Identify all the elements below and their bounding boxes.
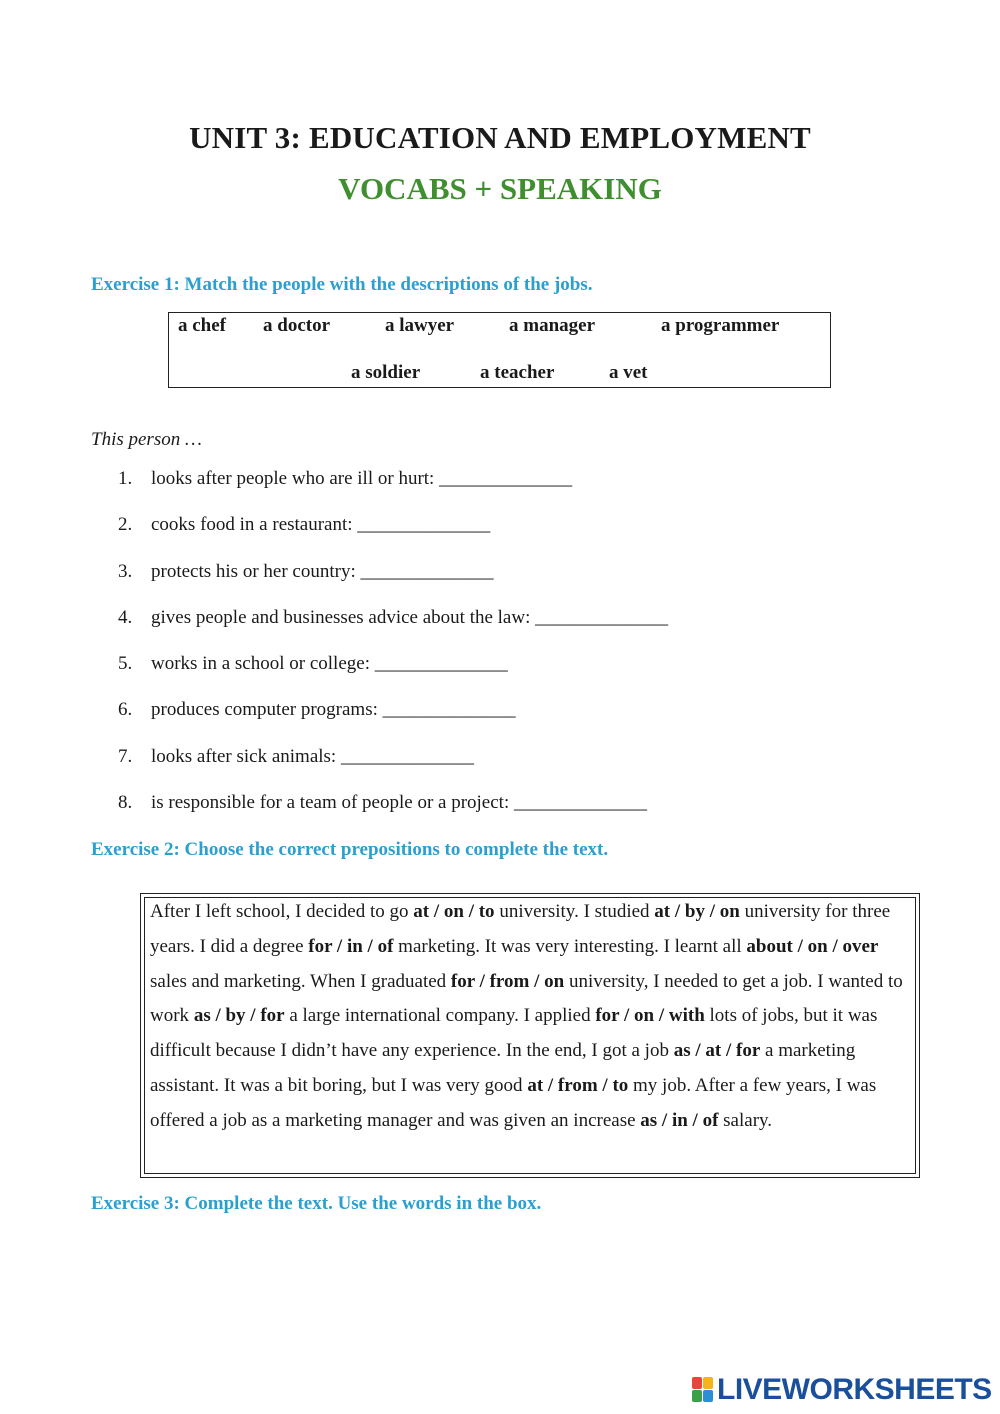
logo-text: LIVEWORKSHEETS (717, 1373, 992, 1406)
list-item (118, 790, 918, 836)
list-item (118, 605, 918, 651)
passage-segment: After I left school, I decided to go (150, 901, 414, 922)
preposition-choice[interactable]: as / in / of (640, 1109, 719, 1131)
liveworksheets-logo (692, 1372, 992, 1408)
item-text: works in a school or college: ______________ (151, 653, 508, 675)
passage-segment: university, I needed to get a job. I wanted to work (150, 970, 903, 1027)
item-number: 7. (118, 745, 133, 767)
preposition-choice[interactable]: for / on / with (595, 1005, 705, 1027)
passage-segment: salary. (718, 1109, 773, 1131)
passage-segment: university. I studied (494, 901, 655, 922)
exercise-1-intro: This person … (91, 429, 202, 450)
item-text: is responsible for a team of people or a project: ______________ (151, 792, 647, 814)
preposition-choice[interactable]: for / from / on (450, 970, 565, 992)
passage-segment: a large international company. I applied (284, 1005, 596, 1027)
word-manager: a manager (509, 315, 596, 336)
item-number: 3. (118, 560, 133, 582)
word-doctor: a doctor (263, 315, 331, 336)
item-text: looks after people who are ill or hurt: ______________ (151, 468, 573, 489)
word-soldier: a soldier (351, 362, 421, 383)
question-list (118, 466, 918, 836)
item-number: 1. (118, 468, 133, 489)
item-number: 8. (118, 792, 133, 814)
passage-segment: sales and marketing. When I graduated (150, 970, 451, 992)
word-lawyer: a lawyer (385, 315, 455, 336)
list-item (118, 559, 918, 605)
page-title: UNIT 3: EDUCATION AND EMPLOYMENT (189, 120, 811, 155)
preposition-choice[interactable]: about / on / over (746, 935, 879, 957)
item-number: 6. (118, 699, 133, 721)
passage-segment: university for three years. I did a degree (150, 901, 891, 957)
passage-segment: a marketing assistant. It was a bit boring, but I was very good (150, 1040, 856, 1096)
list-item (118, 697, 918, 743)
passage-segment: lots of jobs, but it was difficult because I didn’t have any experience. In the end, I got a job (150, 1005, 878, 1062)
preposition-choice[interactable]: at / by / on (654, 901, 740, 922)
item-text: protects his or her country: ______________ (151, 560, 494, 582)
preposition-choice[interactable]: at / on / to (413, 901, 495, 922)
preposition-choice[interactable]: at / from / to (527, 1074, 629, 1096)
item-number: 5. (118, 653, 133, 675)
list-item (118, 651, 918, 697)
passage-text (150, 895, 908, 1139)
exercise-2-heading: Exercise 2: Choose the correct prepositions to complete the text. (91, 839, 609, 860)
word-vet: a vet (609, 362, 648, 383)
item-text: gives people and businesses advice about the law: ______________ (151, 606, 669, 628)
preposition-choice[interactable]: for / in / of (308, 935, 394, 957)
preposition-choice[interactable]: as / at / for (673, 1040, 761, 1062)
word-chef: a chef (178, 315, 227, 336)
item-text: produces computer programs: ______________ (151, 699, 516, 721)
word-programmer: a programmer (661, 315, 780, 336)
passage-segment: my job. After a few years, I was offered a job as a marketing manager and was given an increase (150, 1074, 877, 1131)
passage-segment: marketing. It was very interesting. I learnt all (393, 935, 747, 957)
word-teacher: a teacher (480, 362, 555, 383)
list-item (118, 512, 918, 558)
word-box (168, 312, 831, 388)
passage-box (140, 893, 920, 1178)
item-text: looks after sick animals: ______________ (151, 745, 474, 767)
item-number: 2. (118, 514, 133, 536)
liveworksheets-logo-icon (692, 1377, 714, 1403)
page-subtitle: VOCABS + SPEAKING (338, 171, 662, 206)
list-item (118, 466, 918, 512)
item-text: cooks food in a restaurant: ______________ (151, 514, 491, 536)
exercise-3-heading: Exercise 3: Complete the text. Use the words in the box. (91, 1193, 542, 1214)
list-item (118, 744, 918, 790)
exercise-1-heading: Exercise 1: Match the people with the descriptions of the jobs. (91, 274, 593, 295)
preposition-choice[interactable]: as / by / for (193, 1005, 285, 1027)
item-number: 4. (118, 606, 133, 628)
